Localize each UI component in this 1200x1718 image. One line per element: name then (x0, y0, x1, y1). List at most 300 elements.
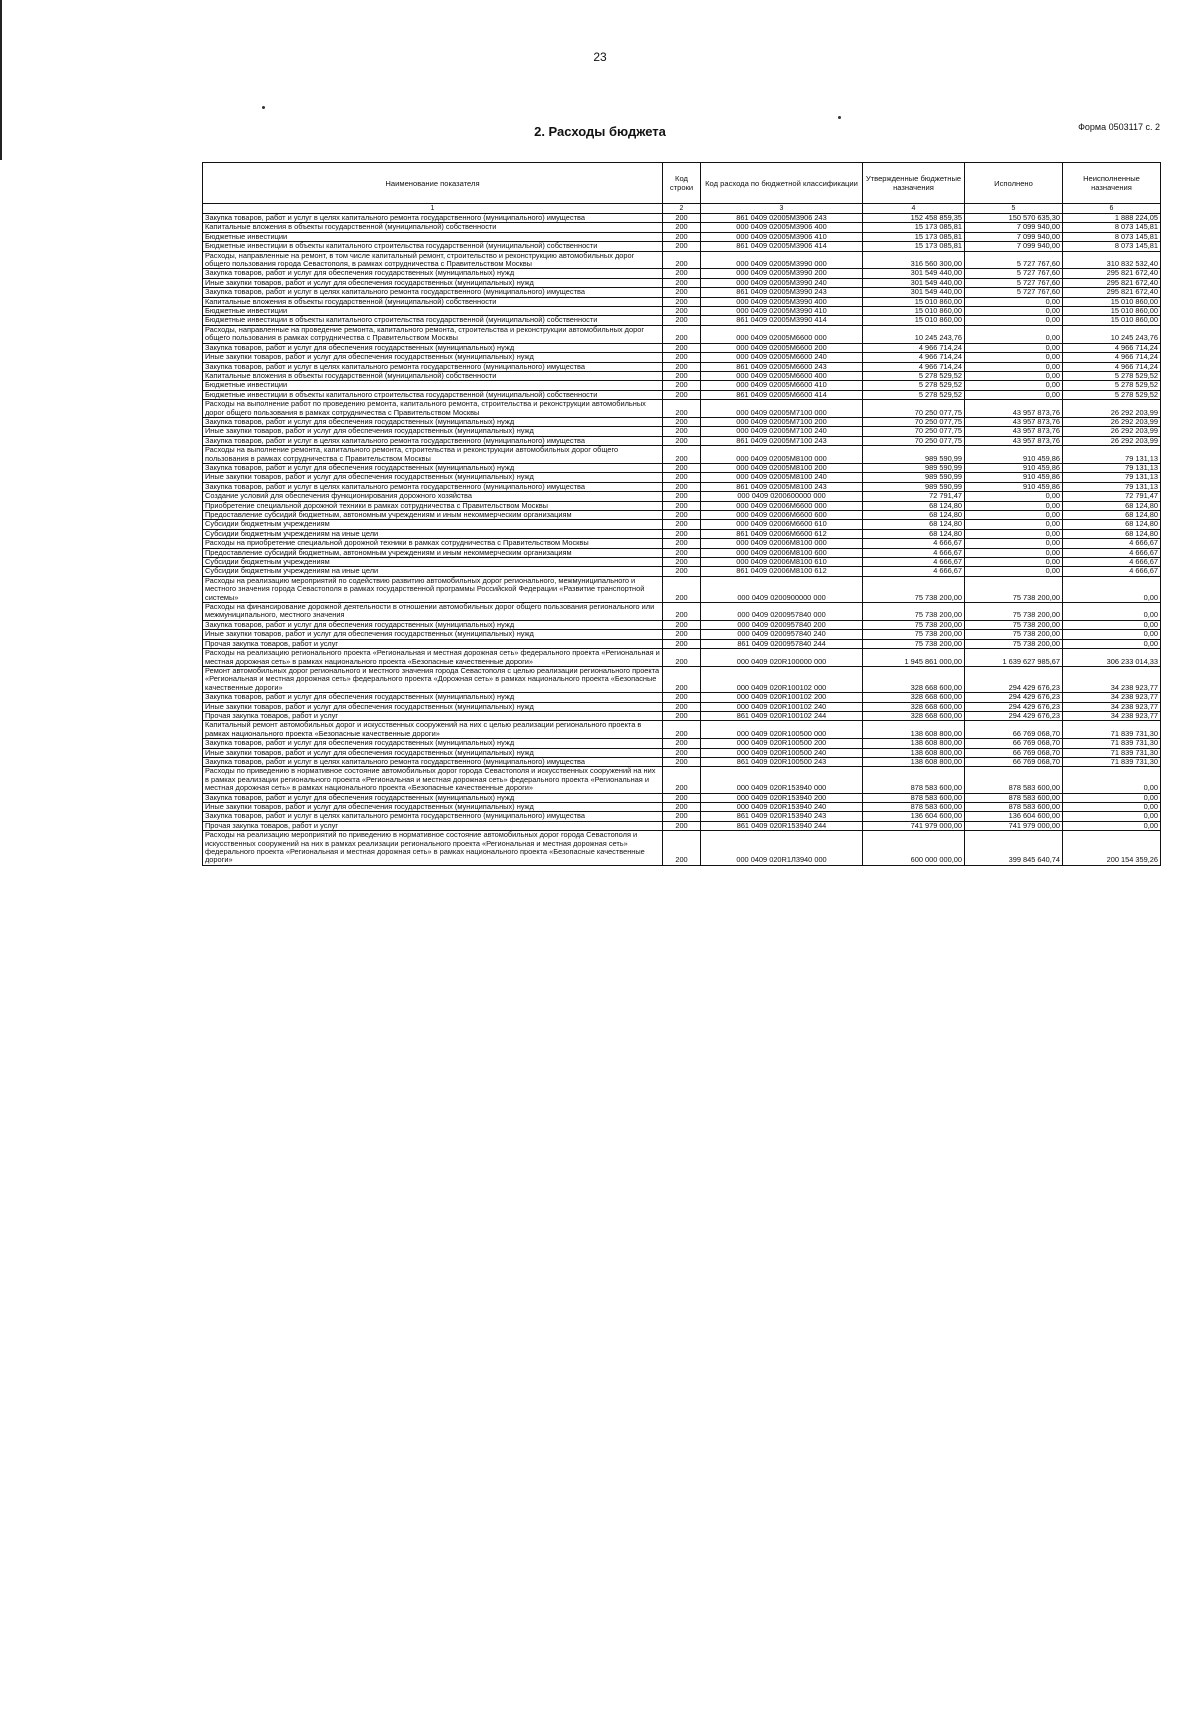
row-unexecuted: 68 124,80 (1063, 529, 1161, 538)
row-approved: 75 738 200,00 (863, 639, 965, 648)
row-unexecuted: 0,00 (1063, 812, 1161, 821)
row-approved: 316 560 300,00 (863, 251, 965, 269)
row-line-code: 200 (663, 630, 701, 639)
table-row (203, 748, 1161, 757)
row-approved: 75 738 200,00 (863, 620, 965, 629)
row-approved: 75 738 200,00 (863, 576, 965, 602)
row-unexecuted: 4 966 714,24 (1063, 353, 1161, 362)
budget-expenses-table (202, 162, 1161, 866)
table-row (203, 297, 1161, 306)
row-executed: 0,00 (965, 501, 1063, 510)
row-executed: 0,00 (965, 539, 1063, 548)
row-line-code: 200 (663, 767, 701, 793)
row-unexecuted: 68 124,80 (1063, 501, 1161, 510)
row-classification-code: 000 0409 02005M8100 240 (701, 473, 863, 482)
table-row (203, 436, 1161, 445)
row-classification-code: 000 0409 02005M6600 000 (701, 325, 863, 343)
row-name: Закупка товаров, работ и услуг в целях капитального ремонта государственного (муниципального) имущества (203, 214, 663, 223)
row-name: Расходы, направленные на ремонт, в том числе капитальный ремонт, строительство и реконструкцию автомобильных дорог общего пользования города Севастополя, в рамках сотрудничества с Правительством Москвы (203, 251, 663, 269)
table-row (203, 343, 1161, 352)
row-classification-code: 000 0409 020R153940 200 (701, 793, 863, 802)
row-classification-code: 000 0409 02005M7100 000 (701, 400, 863, 418)
row-executed: 5 727 767,60 (965, 251, 1063, 269)
row-approved: 1 945 861 000,00 (863, 649, 965, 667)
row-name: Закупка товаров, работ и услуг в целях капитального ремонта государственного (муниципального) имущества (203, 757, 663, 766)
row-classification-code: 861 0409 02005M3990 414 (701, 316, 863, 325)
row-line-code: 200 (663, 666, 701, 692)
row-line-code: 200 (663, 288, 701, 297)
row-classification-code: 000 0409 02005M3990 200 (701, 269, 863, 278)
table-row (203, 390, 1161, 399)
row-name: Расходы на финансирование дорожной деятельности в отношении автомобильных дорог общего пользования регионального или межмуниципального, местного значения (203, 603, 663, 621)
row-line-code: 200 (663, 473, 701, 482)
row-unexecuted: 26 292 203,99 (1063, 400, 1161, 418)
row-name: Закупка товаров, работ и услуг для обеспечения государственных (муниципальных) нужд (203, 739, 663, 748)
row-name: Бюджетные инвестиции (203, 307, 663, 316)
row-approved: 989 590,99 (863, 482, 965, 491)
row-classification-code: 000 0409 020R100102 000 (701, 666, 863, 692)
row-classification-code: 861 0409 02006M8100 612 (701, 567, 863, 576)
row-executed: 7 099 940,00 (965, 232, 1063, 241)
row-unexecuted: 0,00 (1063, 576, 1161, 602)
row-approved: 741 979 000,00 (863, 821, 965, 830)
row-unexecuted: 0,00 (1063, 767, 1161, 793)
table-header-row (203, 163, 1161, 204)
row-approved: 68 124,80 (863, 511, 965, 520)
row-line-code: 200 (663, 711, 701, 720)
table-row (203, 666, 1161, 692)
table-row (203, 316, 1161, 325)
table-row (203, 693, 1161, 702)
row-classification-code: 000 0409 0200900000 000 (701, 576, 863, 602)
table-row (203, 630, 1161, 639)
table-row (203, 501, 1161, 510)
row-executed: 0,00 (965, 492, 1063, 501)
table-row (203, 803, 1161, 812)
row-line-code: 200 (663, 390, 701, 399)
table-row (203, 711, 1161, 720)
row-name: Создание условий для обеспечения функционирования дорожного хозяйства (203, 492, 663, 501)
row-line-code: 200 (663, 529, 701, 538)
row-line-code: 200 (663, 269, 701, 278)
row-executed: 0,00 (965, 548, 1063, 557)
row-name: Капитальный ремонт автомобильных дорог и искусственных сооружений на них с целью реализации регионального проекта в рамках национального проекта «Безопасные качественные дороги» (203, 721, 663, 739)
page-title: 2. Расходы бюджета (534, 124, 666, 139)
table-row (203, 639, 1161, 648)
row-classification-code: 000 0409 02005M6600 410 (701, 381, 863, 390)
row-approved: 152 458 859,35 (863, 214, 965, 223)
row-unexecuted: 26 292 203,99 (1063, 436, 1161, 445)
row-executed: 910 459,86 (965, 446, 1063, 464)
row-classification-code: 861 0409 02005M8100 243 (701, 482, 863, 491)
row-classification-code: 861 0409 02005M6600 414 (701, 390, 863, 399)
row-line-code: 200 (663, 603, 701, 621)
row-classification-code: 000 0409 02006M8100 600 (701, 548, 863, 557)
row-executed: 43 957 873,76 (965, 400, 1063, 418)
row-unexecuted: 79 131,13 (1063, 463, 1161, 472)
row-executed: 150 570 635,30 (965, 214, 1063, 223)
row-line-code: 200 (663, 721, 701, 739)
row-name: Закупка товаров, работ и услуг в целях капитального ремонта государственного (муниципального) имущества (203, 362, 663, 371)
table-row (203, 620, 1161, 629)
table-row (203, 463, 1161, 472)
table-row (203, 821, 1161, 830)
header-executed: Исполнено (965, 163, 1063, 204)
row-name: Иные закупки товаров, работ и услуг для обеспечения государственных (муниципальных) нужд (203, 427, 663, 436)
row-unexecuted: 8 073 145,81 (1063, 232, 1161, 241)
table-row (203, 400, 1161, 418)
row-executed: 910 459,86 (965, 482, 1063, 491)
table-row (203, 214, 1161, 223)
column-number: 4 (863, 204, 965, 214)
row-unexecuted: 0,00 (1063, 620, 1161, 629)
row-unexecuted: 295 821 672,40 (1063, 269, 1161, 278)
row-name: Расходы, направленные на проведение ремонта, капитального ремонта, строительства и реконструкции автомобильных дорог общего пользования в рамках сотрудничества с Правительством Москвы (203, 325, 663, 343)
row-approved: 989 590,99 (863, 446, 965, 464)
row-line-code: 200 (663, 812, 701, 821)
row-line-code: 200 (663, 803, 701, 812)
row-name: Расходы на реализацию регионального проекта «Региональная и местная дорожная сеть» федерального проекта «Региональная и местная дорожная сеть» в рамках национального проекта «Безопасные качественные дороги» (203, 649, 663, 667)
row-line-code: 200 (663, 748, 701, 757)
row-executed: 43 957 873,76 (965, 417, 1063, 426)
row-executed: 5 727 767,60 (965, 278, 1063, 287)
table-row (203, 558, 1161, 567)
row-line-code: 200 (663, 278, 701, 287)
row-executed: 0,00 (965, 390, 1063, 399)
row-approved: 328 668 600,00 (863, 666, 965, 692)
row-name: Закупка товаров, работ и услуг в целях капитального ремонта государственного (муниципального) имущества (203, 812, 663, 821)
row-approved: 301 549 440,00 (863, 278, 965, 287)
row-approved: 70 250 077,75 (863, 436, 965, 445)
row-executed: 0,00 (965, 353, 1063, 362)
row-classification-code: 000 0409 020R1Л3940 000 (701, 831, 863, 866)
row-line-code: 200 (663, 297, 701, 306)
row-executed: 66 769 068,70 (965, 757, 1063, 766)
row-classification-code: 861 0409 020R153940 243 (701, 812, 863, 821)
row-line-code: 200 (663, 539, 701, 548)
row-executed: 75 738 200,00 (965, 603, 1063, 621)
row-name: Закупка товаров, работ и услуг для обеспечения государственных (муниципальных) нужд (203, 269, 663, 278)
row-classification-code: 000 0409 020R153940 000 (701, 767, 863, 793)
row-approved: 878 583 600,00 (863, 803, 965, 812)
row-line-code: 200 (663, 793, 701, 802)
row-line-code: 200 (663, 702, 701, 711)
form-label: Форма 0503117 с. 2 (1078, 122, 1160, 132)
row-executed: 910 459,86 (965, 463, 1063, 472)
row-unexecuted: 71 839 731,30 (1063, 748, 1161, 757)
row-unexecuted: 4 966 714,24 (1063, 343, 1161, 352)
row-approved: 138 608 800,00 (863, 748, 965, 757)
row-approved: 4 666,67 (863, 558, 965, 567)
row-line-code: 200 (663, 307, 701, 316)
row-line-code: 200 (663, 492, 701, 501)
row-approved: 4 966 714,24 (863, 353, 965, 362)
row-classification-code: 000 0409 02005M8100 000 (701, 446, 863, 464)
table-row (203, 232, 1161, 241)
row-line-code: 200 (663, 400, 701, 418)
row-unexecuted: 71 839 731,30 (1063, 757, 1161, 766)
row-name: Иные закупки товаров, работ и услуг для обеспечения государственных (муниципальных) нужд (203, 803, 663, 812)
row-unexecuted: 4 666,67 (1063, 539, 1161, 548)
table-row (203, 473, 1161, 482)
table-row (203, 793, 1161, 802)
row-executed: 0,00 (965, 567, 1063, 576)
row-approved: 70 250 077,75 (863, 400, 965, 418)
row-unexecuted: 26 292 203,99 (1063, 427, 1161, 436)
row-line-code: 200 (663, 620, 701, 629)
row-approved: 136 604 600,00 (863, 812, 965, 821)
table-row (203, 548, 1161, 557)
row-classification-code: 000 0409 020R100000 000 (701, 649, 863, 667)
row-name: Бюджетные инвестиции (203, 232, 663, 241)
row-classification-code: 000 0409 02005M3990 400 (701, 297, 863, 306)
scan-dot (838, 116, 841, 119)
row-classification-code: 000 0409 0200957840 200 (701, 620, 863, 629)
row-unexecuted: 0,00 (1063, 639, 1161, 648)
row-approved: 138 608 800,00 (863, 739, 965, 748)
row-executed: 910 459,86 (965, 473, 1063, 482)
column-number: 5 (965, 204, 1063, 214)
row-classification-code: 000 0409 020R153940 240 (701, 803, 863, 812)
row-line-code: 200 (663, 353, 701, 362)
row-executed: 399 845 640,74 (965, 831, 1063, 866)
table-row (203, 278, 1161, 287)
row-line-code: 200 (663, 821, 701, 830)
row-name: Бюджетные инвестиции в объекты капитального строительства государственной (муниципальной) собственности (203, 316, 663, 325)
row-approved: 4 666,67 (863, 567, 965, 576)
row-line-code: 200 (663, 223, 701, 232)
row-line-code: 200 (663, 482, 701, 491)
row-name: Закупка товаров, работ и услуг в целях капитального ремонта государственного (муниципального) имущества (203, 436, 663, 445)
table-row (203, 362, 1161, 371)
row-classification-code: 861 0409 02005M3990 243 (701, 288, 863, 297)
row-unexecuted: 26 292 203,99 (1063, 417, 1161, 426)
row-approved: 4 666,67 (863, 548, 965, 557)
row-classification-code: 000 0409 02005M6600 240 (701, 353, 863, 362)
row-classification-code: 000 0409 02005M6600 200 (701, 343, 863, 352)
table-row (203, 325, 1161, 343)
table-row (203, 288, 1161, 297)
row-approved: 68 124,80 (863, 520, 965, 529)
row-name: Закупка товаров, работ и услуг в целях капитального ремонта государственного (муниципального) имущества (203, 482, 663, 491)
table-row (203, 482, 1161, 491)
row-executed: 1 639 627 985,67 (965, 649, 1063, 667)
row-approved: 4 966 714,24 (863, 362, 965, 371)
row-unexecuted: 4 666,67 (1063, 558, 1161, 567)
row-classification-code: 000 0409 02005M6600 400 (701, 371, 863, 380)
header-approved: Утвержденные бюджетные назначения (863, 163, 965, 204)
table-row (203, 576, 1161, 602)
row-name: Субсидии бюджетным учреждениям на иные цели (203, 529, 663, 538)
row-line-code: 200 (663, 381, 701, 390)
row-name: Иные закупки товаров, работ и услуг для обеспечения государственных (муниципальных) нужд (203, 702, 663, 711)
row-line-code: 200 (663, 757, 701, 766)
table-row (203, 567, 1161, 576)
row-name: Капитальные вложения в объекты государственной (муниципальной) собственности (203, 297, 663, 306)
row-executed: 878 583 600,00 (965, 767, 1063, 793)
row-classification-code: 000 0409 020R100500 240 (701, 748, 863, 757)
row-executed: 0,00 (965, 362, 1063, 371)
row-name: Капитальные вложения в объекты государственной (муниципальной) собственности (203, 223, 663, 232)
row-classification-code: 000 0409 02005M3990 000 (701, 251, 863, 269)
row-classification-code: 000 0409 02006M8100 610 (701, 558, 863, 567)
row-approved: 301 549 440,00 (863, 269, 965, 278)
row-approved: 878 583 600,00 (863, 767, 965, 793)
table-row (203, 381, 1161, 390)
row-approved: 328 668 600,00 (863, 711, 965, 720)
row-classification-code: 000 0409 02006M8100 000 (701, 539, 863, 548)
row-name: Расходы на приобретение специальной дорожной техники в рамках сотрудничества с Правительством Москвы (203, 539, 663, 548)
table-row (203, 511, 1161, 520)
table-row (203, 242, 1161, 251)
row-name: Закупка товаров, работ и услуг для обеспечения государственных (муниципальных) нужд (203, 463, 663, 472)
row-line-code: 200 (663, 343, 701, 352)
row-name: Бюджетные инвестиции в объекты капитального строительства государственной (муниципальной) собственности (203, 390, 663, 399)
row-approved: 989 590,99 (863, 463, 965, 472)
row-unexecuted: 34 238 923,77 (1063, 666, 1161, 692)
row-approved: 75 738 200,00 (863, 603, 965, 621)
row-executed: 0,00 (965, 558, 1063, 567)
page-number: 23 (593, 50, 607, 64)
row-classification-code: 000 0409 020R100102 240 (701, 702, 863, 711)
row-classification-code: 861 0409 020R153940 244 (701, 821, 863, 830)
row-classification-code: 861 0409 020R100102 244 (701, 711, 863, 720)
row-classification-code: 861 0409 02005M3906 414 (701, 242, 863, 251)
row-approved: 4 966 714,24 (863, 343, 965, 352)
row-unexecuted: 295 821 672,40 (1063, 288, 1161, 297)
row-classification-code: 000 0409 02006M6600 610 (701, 520, 863, 529)
row-name: Иные закупки товаров, работ и услуг для обеспечения государственных (муниципальных) нужд (203, 630, 663, 639)
table-row (203, 539, 1161, 548)
row-unexecuted: 79 131,13 (1063, 473, 1161, 482)
table-row (203, 739, 1161, 748)
column-number: 3 (701, 204, 863, 214)
table-row (203, 427, 1161, 436)
table-row (203, 307, 1161, 316)
row-executed: 5 727 767,60 (965, 269, 1063, 278)
row-line-code: 200 (663, 427, 701, 436)
row-unexecuted: 0,00 (1063, 603, 1161, 621)
row-classification-code: 000 0409 02005M3990 410 (701, 307, 863, 316)
row-name: Расходы на реализацию мероприятий по приведению в нормативное состояние автомобильных дорог города Севастополя и искусственных сооружений на них в рамках реализации регионального проекта «Региональная и местная дорожная сеть» федерального проекта «Региональная и местная дорожная сеть» в рамках национального проекта «Безопасные качественные дороги» (203, 831, 663, 866)
row-line-code: 200 (663, 362, 701, 371)
row-line-code: 200 (663, 242, 701, 251)
row-unexecuted: 15 010 860,00 (1063, 307, 1161, 316)
row-classification-code: 000 0409 02006M6600 000 (701, 501, 863, 510)
row-name: Расходы на выполнение работ по проведению ремонта, капитального ремонта, строительства и реконструкции автомобильных дорог общего пользования в рамках сотрудничества с Правительством Москвы (203, 400, 663, 418)
row-line-code: 200 (663, 417, 701, 426)
row-line-code: 200 (663, 316, 701, 325)
row-classification-code: 000 0409 0200957840 000 (701, 603, 863, 621)
row-line-code: 200 (663, 463, 701, 472)
row-unexecuted: 71 839 731,30 (1063, 721, 1161, 739)
row-unexecuted: 306 233 014,33 (1063, 649, 1161, 667)
row-approved: 878 583 600,00 (863, 793, 965, 802)
row-unexecuted: 71 839 731,30 (1063, 739, 1161, 748)
row-unexecuted: 68 124,80 (1063, 520, 1161, 529)
row-unexecuted: 79 131,13 (1063, 482, 1161, 491)
row-line-code: 200 (663, 739, 701, 748)
row-line-code: 200 (663, 446, 701, 464)
column-number: 6 (1063, 204, 1161, 214)
row-line-code: 200 (663, 520, 701, 529)
row-line-code: 200 (663, 436, 701, 445)
row-unexecuted: 0,00 (1063, 793, 1161, 802)
row-name: Закупка товаров, работ и услуг для обеспечения государственных (муниципальных) нужд (203, 693, 663, 702)
row-classification-code: 000 0409 0200600000 000 (701, 492, 863, 501)
table-row (203, 371, 1161, 380)
row-classification-code: 861 0409 02005M3906 243 (701, 214, 863, 223)
row-classification-code: 000 0409 020R100500 000 (701, 721, 863, 739)
row-unexecuted: 295 821 672,40 (1063, 278, 1161, 287)
row-unexecuted: 15 010 860,00 (1063, 297, 1161, 306)
table-row (203, 831, 1161, 866)
row-line-code: 200 (663, 558, 701, 567)
row-approved: 70 250 077,75 (863, 417, 965, 426)
row-approved: 15 173 085,81 (863, 242, 965, 251)
row-name: Иные закупки товаров, работ и услуг для обеспечения государственных (муниципальных) нужд (203, 353, 663, 362)
row-name: Расходы по приведению в нормативное состояние автомобильных дорог города Севастополя и искусственных сооружений на них в рамках реализации регионального проекта «Региональная и местная дорожная сеть» федерального проекта «Региональная и местная дорожная сеть» в рамках национального проекта «Безопасные качественные дороги» (203, 767, 663, 793)
row-unexecuted: 79 131,13 (1063, 446, 1161, 464)
row-name: Приобретение специальной дорожной техники в рамках сотрудничества с Правительством Москвы (203, 501, 663, 510)
table-row (203, 446, 1161, 464)
row-name: Субсидии бюджетным учреждениям (203, 520, 663, 529)
table-row (203, 353, 1161, 362)
row-executed: 7 099 940,00 (965, 242, 1063, 251)
row-executed: 0,00 (965, 297, 1063, 306)
row-executed: 0,00 (965, 343, 1063, 352)
row-approved: 15 173 085,81 (863, 223, 965, 232)
row-approved: 70 250 077,75 (863, 427, 965, 436)
row-approved: 68 124,80 (863, 501, 965, 510)
header-indicator-name: Наименование показателя (203, 163, 663, 204)
table-row (203, 702, 1161, 711)
row-line-code: 200 (663, 251, 701, 269)
row-name: Закупка товаров, работ и услуг для обеспечения государственных (муниципальных) нужд (203, 417, 663, 426)
row-line-code: 200 (663, 511, 701, 520)
header-unexecuted: Неисполненные назначения (1063, 163, 1161, 204)
row-unexecuted: 8 073 145,81 (1063, 242, 1161, 251)
row-name: Бюджетные инвестиции (203, 381, 663, 390)
row-name: Бюджетные инвестиции в объекты капитального строительства государственной (муниципальной) собственности (203, 242, 663, 251)
row-approved: 4 666,67 (863, 539, 965, 548)
row-name: Закупка товаров, работ и услуг для обеспечения государственных (муниципальных) нужд (203, 343, 663, 352)
row-unexecuted: 5 278 529,52 (1063, 390, 1161, 399)
row-unexecuted: 200 154 359,26 (1063, 831, 1161, 866)
row-executed: 75 738 200,00 (965, 576, 1063, 602)
table-row (203, 603, 1161, 621)
row-approved: 68 124,80 (863, 529, 965, 538)
row-classification-code: 861 0409 020R100500 243 (701, 757, 863, 766)
row-approved: 15 173 085,81 (863, 232, 965, 241)
row-executed: 7 099 940,00 (965, 223, 1063, 232)
row-executed: 0,00 (965, 325, 1063, 343)
row-line-code: 200 (663, 371, 701, 380)
row-unexecuted: 310 832 532,40 (1063, 251, 1161, 269)
row-name: Закупка товаров, работ и услуг для обеспечения государственных (муниципальных) нужд (203, 793, 663, 802)
row-unexecuted: 72 791,47 (1063, 492, 1161, 501)
row-approved: 328 668 600,00 (863, 693, 965, 702)
row-approved: 10 245 243,76 (863, 325, 965, 343)
row-classification-code: 861 0409 0200957840 244 (701, 639, 863, 648)
header-line-code: Код строки (663, 163, 701, 204)
row-approved: 5 278 529,52 (863, 381, 965, 390)
row-name: Иные закупки товаров, работ и услуг для обеспечения государственных (муниципальных) нужд (203, 278, 663, 287)
row-executed: 0,00 (965, 371, 1063, 380)
row-name: Закупка товаров, работ и услуг для обеспечения государственных (муниципальных) нужд (203, 620, 663, 629)
row-classification-code: 000 0409 02005M3990 240 (701, 278, 863, 287)
row-classification-code: 000 0409 02005M3906 400 (701, 223, 863, 232)
